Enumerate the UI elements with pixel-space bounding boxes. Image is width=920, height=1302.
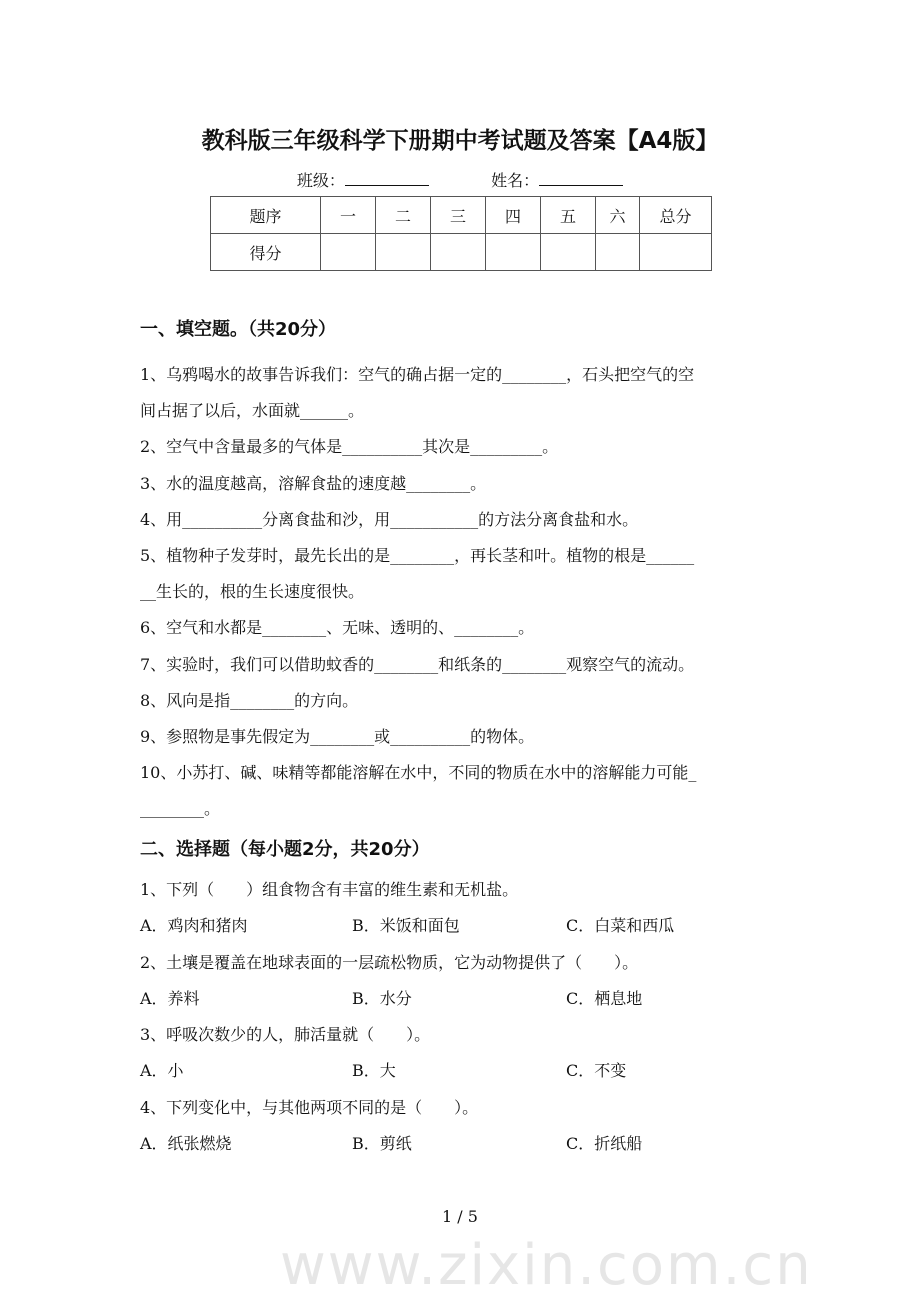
table-cell [596, 234, 640, 271]
class-blank [345, 171, 429, 186]
table-cell: 三 [431, 197, 486, 234]
section-heading: 一、填空题。（共20分） [140, 319, 337, 340]
choice-option: A．养料 [140, 988, 200, 1008]
table-cell [486, 234, 541, 271]
table-cell [431, 234, 486, 271]
question-line: 间占据了以后，水面就______。 [140, 401, 365, 421]
student-info [0, 168, 920, 191]
question-line: 2、空气中含量最多的气体是__________其次是_________。 [140, 437, 559, 457]
table-cell [541, 234, 596, 271]
question-line: 6、空气和水都是________、无味、透明的、________。 [140, 618, 535, 638]
question-line: 8、风向是指________的方向。 [140, 690, 359, 710]
choice-option: C．不变 [566, 1061, 627, 1080]
table-cell: 总分 [640, 197, 712, 234]
page-title: 教科版三年级科学下册期中考试题及答案【A4版】 [201, 128, 719, 154]
watermark: www.zixin.com.cn [280, 1233, 813, 1298]
choice-option: C．白菜和西瓜 [566, 916, 675, 935]
choice-option: B．剪纸 [352, 1133, 412, 1153]
table-cell [376, 234, 431, 271]
table-cell: 题序 [211, 197, 321, 234]
question-line: 9、参照物是事先假定为________或__________的物体。 [140, 727, 535, 746]
table-cell [321, 234, 376, 271]
section-heading: 二、选择题（每小题2分，共20分） [140, 839, 430, 860]
question-line: 1、乌鸦喝水的故事告诉我们：空气的确占据一定的________，石头把空气的空 [140, 365, 695, 384]
choice-option: A．鸡肉和猪肉 [140, 916, 248, 935]
choice-question: 3、呼吸次数少的人，肺活量就（ ）。 [140, 1025, 431, 1044]
choice-question: 1、下列（ ）组食物含有丰富的维生素和无机盐。 [140, 880, 519, 899]
choice-question: 2、土壤是覆盖在地球表面的一层疏松物质，它为动物提供了（ ）。 [140, 952, 639, 972]
choice-option: C．折纸船 [566, 1133, 643, 1153]
table-cell: 得分 [211, 234, 321, 271]
question-line: ________。 [140, 799, 221, 819]
choice-option: B．米饭和面包 [352, 916, 460, 935]
question-line: 4、用__________分离食盐和沙，用___________的方法分离食盐和水。 [140, 509, 639, 529]
question-line: 10、小苏打、碱、味精等都能溶解在水中，不同的物质在水中的溶解能力可能_ [140, 763, 697, 783]
table-cell: 二 [376, 197, 431, 234]
page-number: 1 / 5 [442, 1207, 478, 1226]
choice-question: 4、下列变化中，与其他两项不同的是（ ）。 [140, 1097, 479, 1117]
table-cell: 六 [596, 197, 640, 234]
table-row [211, 197, 712, 234]
choice-option: A．小 [140, 1061, 184, 1080]
name-label: 姓名： [491, 171, 540, 190]
table-cell: 四 [486, 197, 541, 234]
choice-option: B．大 [352, 1061, 396, 1080]
choice-option: B．水分 [352, 988, 412, 1008]
class-label: 班级： [296, 171, 345, 190]
table-cell: 五 [541, 197, 596, 234]
table-row [211, 234, 712, 271]
name-blank [539, 171, 623, 186]
question-line: __生长的，根的生长速度很快。 [140, 582, 365, 602]
table-cell [640, 234, 712, 271]
question-line: 3、水的温度越高，溶解食盐的速度越________。 [140, 473, 487, 493]
question-line: 5、植物种子发芽时，最先长出的是________，再长茎和叶。植物的根是______ [140, 546, 695, 565]
choice-option: C．栖息地 [566, 988, 643, 1008]
choice-option: A．纸张燃烧 [140, 1133, 232, 1153]
score-table [210, 196, 712, 271]
table-cell: 一 [321, 197, 376, 234]
question-line: 7、实验时，我们可以借助蚊香的________和纸条的________观察空气的流动。 [140, 654, 695, 674]
